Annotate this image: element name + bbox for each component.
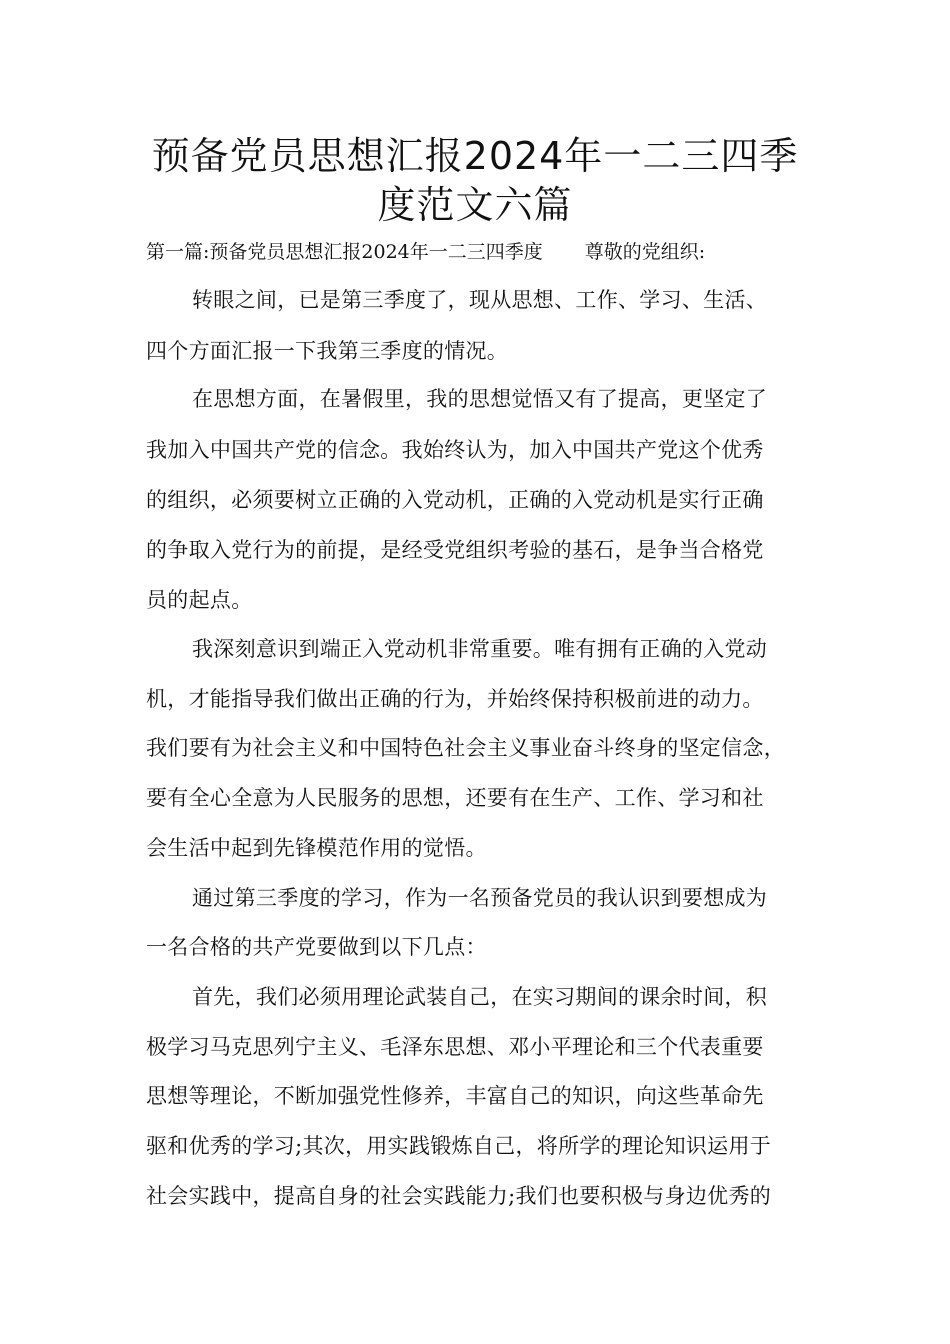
body-line: 在思想方面，在暑假里，我的思想觉悟又有了提高，更坚定了 xyxy=(192,387,768,411)
body-line: 我加入中国共产党的信念。我始终认为，加入中国共产党这个优秀 xyxy=(146,438,764,462)
body-line: 我们要有为社会主义和中国特色社会主义事业奋斗终身的坚定信念， xyxy=(146,736,785,760)
document-title-line-2: 度范文六篇 xyxy=(377,183,573,227)
section-part-label: 第一篇:预备党员思想汇报2024年一二三四季度 xyxy=(146,241,543,263)
body-line: 四个方面汇报一下我第三季度的情况。 xyxy=(146,339,509,363)
body-line: 转眼之间，已是第三季度了，现从思想、工作、学习、生活、 xyxy=(192,288,768,312)
body-line: 极学习马克思列宁主义、毛泽东思想、邓小平理论和三个代表重要 xyxy=(146,1035,764,1059)
document-title-line-1: 预备党员思想汇报2024年一二三四季 xyxy=(151,134,799,178)
body-line: 一名合格的共产党要做到以下几点： xyxy=(146,935,487,959)
body-line: 的组织，必须要树立正确的入党动机，正确的入党动机是实行正确 xyxy=(146,488,764,512)
body-line: 员的起点。 xyxy=(146,588,253,612)
body-line: 驱和优秀的学习;其次，用实践锻炼自己，将所学的理论知识运用于 xyxy=(146,1134,772,1158)
body-line: 首先，我们必须用理论武装自己，在实习期间的课余时间，积 xyxy=(192,985,768,1009)
body-line: 会生活中起到先锋模范作用的觉悟。 xyxy=(146,836,487,860)
body-line: 社会实践中，提高自身的社会实践能力;我们也要积极与身边优秀的 xyxy=(146,1184,772,1208)
body-line: 的争取入党行为的前提，是经受党组织考验的基石，是争当合格党 xyxy=(146,538,764,562)
body-line: 机，才能指导我们做出正确的行为，并始终保持积极前进的动力。 xyxy=(146,687,764,711)
body-line: 要有全心全意为人民服务的思想，还要有在生产、工作、学习和社 xyxy=(146,786,764,810)
section-subheading xyxy=(146,238,705,266)
salutation: 尊敬的党组织: xyxy=(584,241,706,263)
body-line: 我深刻意识到端正入党动机非常重要。唯有拥有正确的入党动 xyxy=(192,637,768,661)
body-line: 思想等理论，不断加强党性修养，丰富自己的知识，向这些革命先 xyxy=(146,1084,764,1108)
body-line: 通过第三季度的学习，作为一名预备党员的我认识到要想成为 xyxy=(192,886,768,910)
